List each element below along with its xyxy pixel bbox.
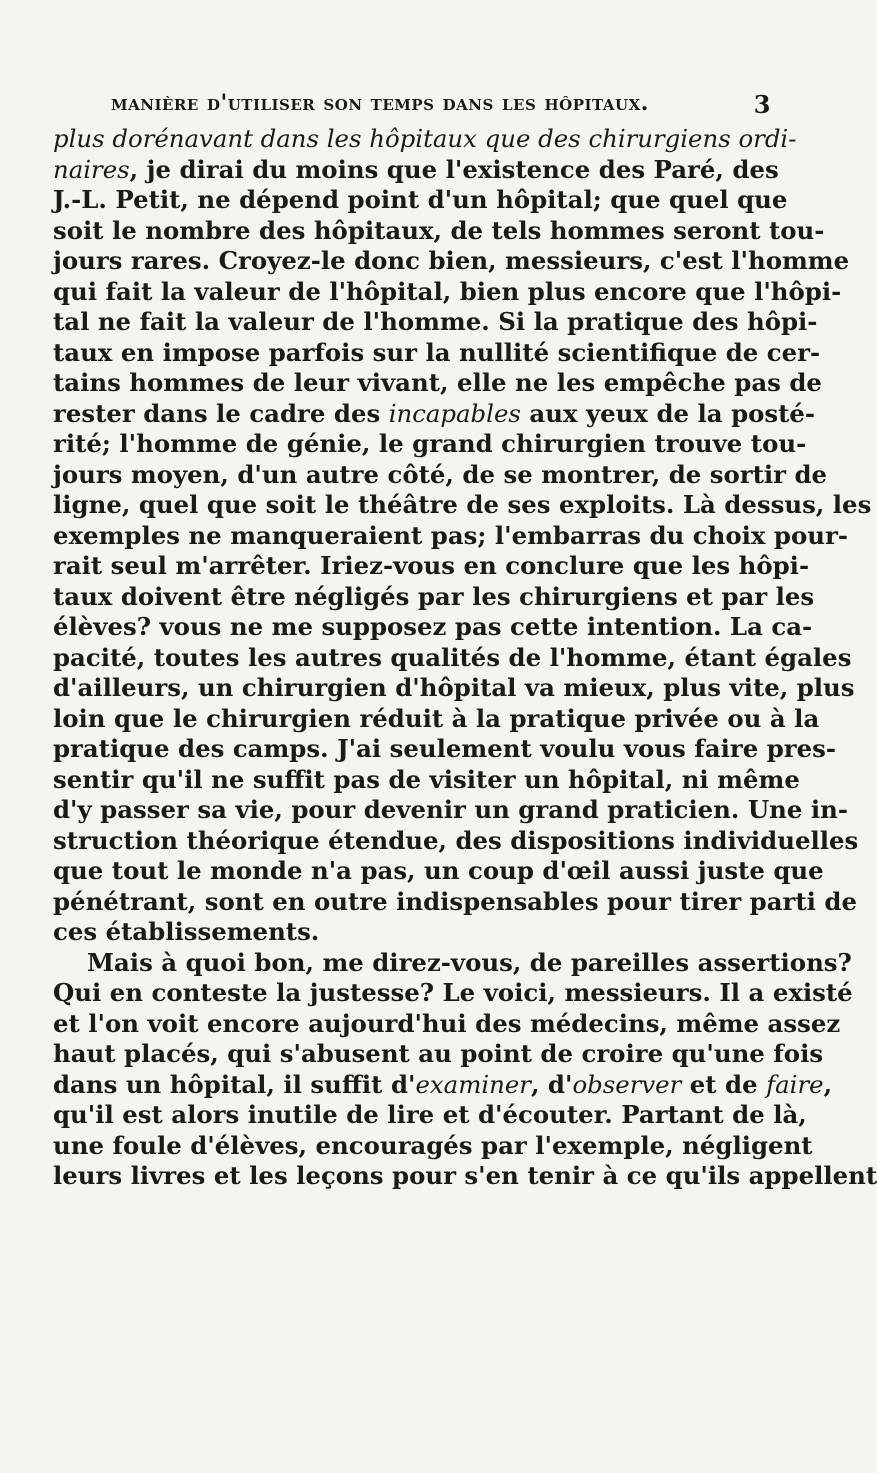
text-line [53, 581, 815, 613]
text-line [53, 551, 810, 582]
text-line [53, 734, 836, 765]
text-segment: rait seul m'arrêter. Iriez-vous en conclure que les hôpi- [53, 551, 810, 580]
paragraph [53, 124, 872, 948]
text-segment: tains hommes de leur vivant, elle ne les empêche pas de [53, 368, 822, 397]
text-segment: taux en impose parfois sur la nullité scientifique de cer- [53, 337, 821, 367]
italic-text: naires [53, 154, 130, 184]
text-line [53, 154, 779, 186]
text-segment: , d' [530, 1069, 573, 1099]
text-segment: J.-L. Petit, ne dépend point d'un hôpital; que quel que [53, 185, 788, 214]
text-line [53, 612, 813, 643]
text-line [53, 337, 821, 369]
text-segment: sentir qu'il ne suffit pas de visiter un hôpital, ni même [53, 764, 800, 794]
text-segment: d'ailleurs, un chirurgien d'hôpital va mieux, plus vite, plus [53, 673, 855, 702]
text-segment: pacité, toutes les autres qualités de l'homme, étant égales [53, 642, 852, 672]
text-segment: qu'il est alors inutile de lire et d'écouter. Partant de là, [53, 1100, 807, 1129]
text-line [53, 185, 788, 216]
text-segment: dans un hôpital, il suffit d' [53, 1069, 416, 1099]
text-line [53, 246, 850, 277]
text-line [53, 1100, 807, 1131]
text-line [53, 978, 853, 1009]
text-line [53, 795, 849, 826]
text-line [53, 124, 797, 155]
text-segment: et de [681, 1069, 767, 1099]
text-line [53, 1069, 833, 1101]
text-segment: pratique des camps. J'ai seulement voulu vous faire pres- [53, 734, 836, 763]
text-segment: Mais à quoi bon, me direz-vous, de pareilles assertions? [87, 947, 852, 977]
text-segment: qui fait la valeur de l'hôpital, bien plus encore que l'hôpi- [53, 276, 842, 306]
text-segment: jours moyen, d'un autre côté, de se montrer, de sortir de [53, 459, 828, 489]
text-segment: que tout le monde n'a pas, un coup d'œil aussi juste que [53, 856, 824, 885]
text-line [53, 856, 824, 887]
text-segment: exemples ne manqueraient pas; l'embarras du choix pour- [53, 520, 848, 550]
text-line [53, 398, 816, 430]
text-line [53, 673, 855, 704]
text-line [53, 1008, 841, 1040]
text-line [53, 215, 825, 247]
text-segment: loin que le chirurgien réduit à la pratique privée ou à la [53, 703, 820, 733]
text-line [53, 886, 857, 918]
page-number: 3 [753, 90, 771, 119]
italic-text: faire [766, 1069, 824, 1099]
text-segment: ces établissements. [53, 917, 320, 946]
text-segment: et l'on voit encore aujourd'hui des médecins, même assez [53, 1008, 841, 1038]
italic-text: plus dorénavant dans les hôpitaux que des chirurgiens ordi- [53, 124, 797, 153]
text-segment: une foule d'élèves, encouragés par l'exemple, négligent [53, 1130, 813, 1160]
text-line [53, 825, 859, 857]
text-line [53, 490, 872, 521]
book-page [53, 90, 877, 1192]
text-line [53, 1039, 824, 1070]
text-line [53, 764, 800, 796]
text-line [53, 459, 828, 491]
body-text [53, 124, 877, 1192]
text-segment: élèves? vous ne me supposez pas cette intention. La ca- [53, 612, 813, 641]
running-title: manière d'utiliser son temps dans les hôpitaux. [111, 90, 649, 116]
text-line [53, 276, 842, 308]
text-line [53, 703, 820, 735]
text-line [53, 1161, 877, 1192]
text-line [53, 642, 852, 674]
text-segment: rester dans le cadre des [53, 398, 389, 428]
text-line [53, 520, 848, 552]
text-line [53, 368, 822, 399]
text-segment: Qui en conteste la justesse? Le voici, messieurs. Il a existé [53, 978, 853, 1007]
italic-text: incapables [388, 398, 521, 428]
running-header [53, 90, 771, 124]
text-segment: , [823, 1069, 833, 1099]
text-segment: taux doivent être négligés par les chirurgiens et par les [53, 581, 815, 611]
italic-text: examiner [415, 1069, 531, 1099]
text-line [53, 1130, 813, 1162]
text-segment: haut placés, qui s'abusent au point de croire qu'une fois [53, 1039, 824, 1068]
text-segment: soit le nombre des hôpitaux, de tels hommes seront tou- [53, 215, 825, 245]
text-segment: pénétrant, sont en outre indispensables pour tirer parti de [53, 886, 857, 916]
text-segment: tal ne fait la valeur de l'homme. Si la pratique des hôpi- [53, 307, 818, 336]
text-segment: leurs livres et les leçons pour s'en tenir à ce qu'ils appellent [53, 1161, 877, 1190]
paragraph [53, 947, 877, 1192]
text-segment: d'y passer sa vie, pour devenir un grand praticien. Une in- [53, 795, 849, 824]
text-line [53, 917, 763, 948]
text-segment: rité; l'homme de génie, le grand chirurgien trouve tou- [53, 429, 807, 458]
text-line [53, 307, 818, 338]
text-segment: ligne, quel que soit le théâtre de ses exploits. Là dessus, les [53, 490, 872, 519]
text-line [53, 947, 852, 979]
italic-text: observer [572, 1069, 682, 1099]
text-segment: , je dirai du moins que l'existence des Paré, des [129, 154, 779, 184]
text-segment: aux yeux de la posté- [520, 398, 816, 428]
text-segment: struction théorique étendue, des dispositions individuelles [53, 825, 859, 855]
text-line [53, 429, 807, 460]
text-segment: jours rares. Croyez-le donc bien, messieurs, c'est l'homme [53, 246, 850, 275]
